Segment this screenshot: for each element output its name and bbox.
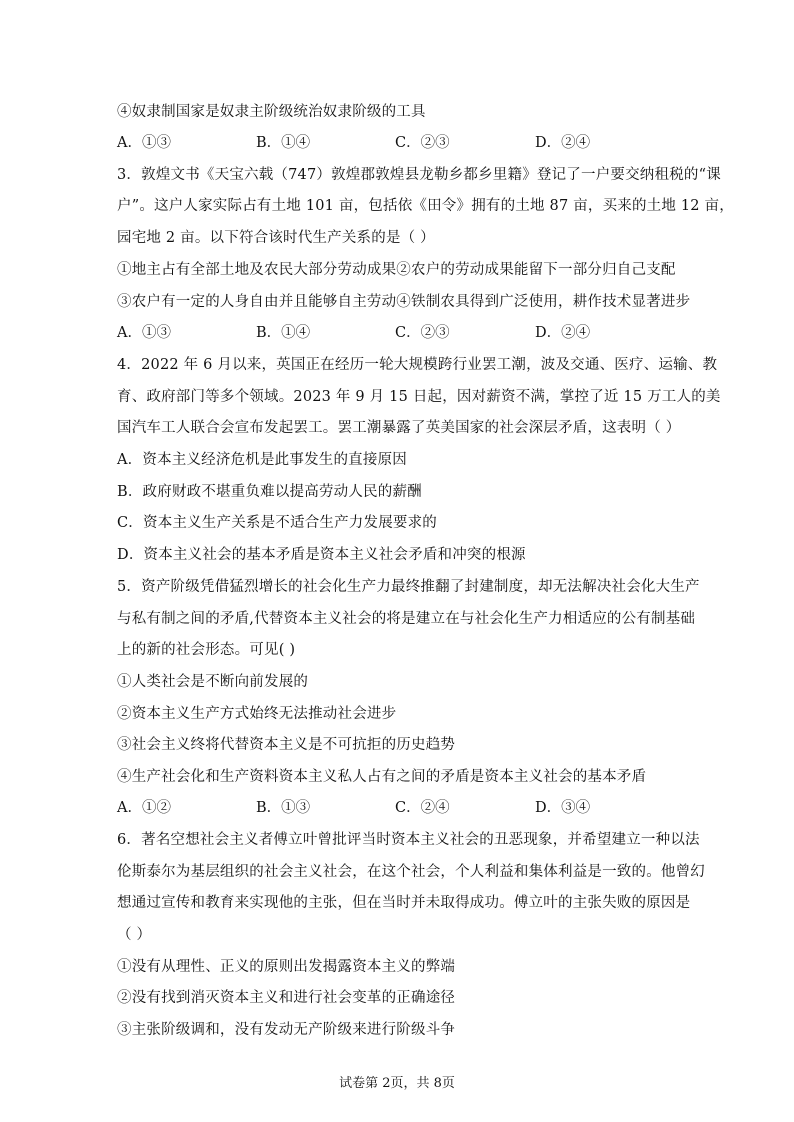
question-4-stem: 国汽车工人联合会宣布发起罢工。罢工潮暴露了英美国家的社会深层矛盾，这表明（ ）: [117, 420, 681, 436]
option-a: A．①③: [117, 135, 171, 151]
statement-4: ④奴隶制国家是奴隶主阶级统治奴隶阶级的工具: [117, 104, 426, 120]
statement-3: ③社会主义终将代替资本主义是不可抗拒的历史趋势: [117, 737, 456, 753]
question-6-stem: 伦斯泰尔为基层组织的社会主义社会，在这个社会，个人利益和集体利益是一致的。他曾幻: [117, 864, 705, 880]
question-6-blank: （ ）: [117, 927, 152, 943]
question-4-stem: 育、政府部门等多个领域。2023 年 9 月 15 日起，因对薪资不满，掌控了近 15 万工人的美: [117, 389, 721, 405]
page-footer: 试卷第 2页，共 8页: [339, 1076, 455, 1091]
option-c: C．资本主义生产关系是不适合生产力发展要求的: [117, 515, 437, 531]
option-a: A．①③: [117, 325, 171, 341]
answer-options-q5: [117, 798, 717, 818]
option-a: A．①②: [117, 800, 171, 816]
question-6-stem: 6．著名空想社会主义者傅立叶曾批评当时资本主义社会的丑恶现象，并希望建立一种以法: [117, 832, 700, 848]
question-3-stem: 园宅地 2 亩。以下符合该时代生产关系的是（ ）: [117, 230, 435, 246]
option-a: A．资本主义经济危机是此事发生的直接原因: [117, 452, 407, 468]
option-b: B．政府财政不堪重负难以提高劳动人民的薪酬: [117, 484, 422, 500]
question-5-stem: 5．资产阶级凭借猛烈增长的社会化生产力最终推翻了封建制度，却无法解决社会化大生产: [117, 579, 700, 595]
option-c: C．②③: [395, 325, 450, 341]
option-d: D．③④: [535, 800, 591, 816]
option-c: C．②④: [395, 800, 450, 816]
statement-2: ②资本主义生产方式始终无法推动社会进步: [117, 706, 397, 722]
statement-1: ①人类社会是不断向前发展的: [117, 674, 309, 690]
statement-line: ③农户有一定的人身自由并且能够自主劳动④铁制农具得到广泛使用，耕作技术显著进步: [117, 294, 691, 310]
statement-1: ①没有从理性、正义的原则出发揭露资本主义的弊端: [117, 959, 456, 975]
option-d: D．②④: [535, 325, 591, 341]
option-b: B．①③: [256, 800, 311, 816]
question-3-stem: 户”。这户人家实际占有土地 101 亩，包括依《田令》拥有的土地 87 亩，买来的土地 12 亩，: [117, 198, 734, 214]
question-5-stem: 与私有制之间的矛盾,代替资本主义社会的将是建立在与社会化生产力相适应的公有制基础: [117, 611, 696, 627]
answer-options-q3: [117, 323, 717, 343]
statement-line: ①地主占有全部土地及农民大部分劳动成果②农户的劳动成果能留下一部分归自己支配: [117, 262, 676, 278]
option-b: B．①④: [256, 325, 311, 341]
question-3-stem: 3．敦煌文书《天宝六载（747）敦煌郡敦煌县龙勒乡都乡里籍》登记了一户要交纳租税的“课: [117, 167, 721, 183]
statement-2: ②没有找到消灭资本主义和进行社会变革的正确途径: [117, 990, 456, 1006]
statement-3: ③主张阶级调和，没有发动无产阶级来进行阶级斗争: [117, 1022, 456, 1038]
statement-4: ④生产社会化和生产资料资本主义私人占有之间的矛盾是资本主义社会的基本矛盾: [117, 769, 647, 785]
option-d: D．资本主义社会的基本矛盾是资本主义社会矛盾和冲突的根源: [117, 547, 526, 563]
option-c: C．②③: [395, 135, 450, 151]
answer-options-q2: [117, 133, 717, 153]
option-b: B．①④: [256, 135, 311, 151]
question-5-stem: 上的新的社会形态。可见( ): [117, 642, 296, 658]
question-6-stem: 想通过宣传和教育来实现他的主张，但在当时并未取得成功。傅立叶的主张失败的原因是: [117, 895, 691, 911]
question-4-stem: 4．2022 年 6 月以来，英国正在经历一轮大规模跨行业罢工潮，波及交通、医疗、运输、教: [117, 357, 718, 373]
option-d: D．②④: [535, 135, 591, 151]
